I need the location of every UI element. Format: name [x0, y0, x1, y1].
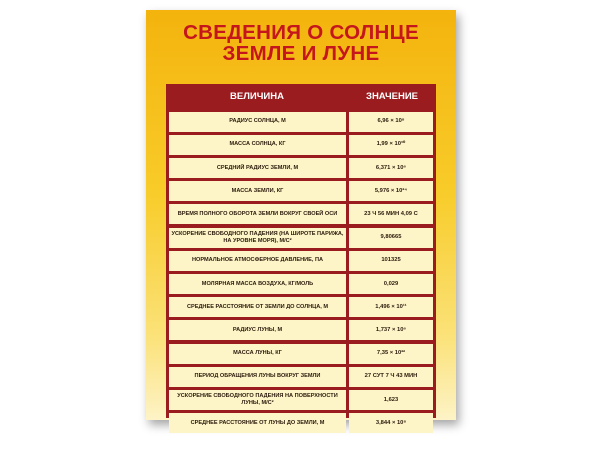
value-cell: 23 Ч 56 МИН 4,09 С	[349, 204, 433, 224]
value-cell: 7,35 × 10²²	[349, 344, 433, 364]
title-line-1: СВЕДЕНИЯ О СОЛНЦЕ	[183, 21, 419, 44]
value-cell: 101325	[349, 251, 433, 271]
value-cell: 6,96 × 10⁸	[349, 112, 433, 132]
title-line-2: ЗЕМЛЕ И ЛУНЕ	[222, 42, 380, 65]
table-row	[166, 133, 436, 156]
quantity-cell: РАДИУС ЛУНЫ, М	[169, 320, 346, 340]
quantity-cell: МАССА ЛУНЫ, КГ	[169, 344, 346, 364]
table-row	[166, 388, 436, 411]
table-header	[166, 84, 436, 110]
data-table	[166, 84, 436, 426]
quantity-cell: ПЕРИОД ОБРАЩЕНИЯ ЛУНЫ ВОКРУГ ЗЕМЛИ	[169, 367, 346, 387]
table-row	[166, 180, 436, 203]
table-row	[166, 296, 436, 319]
table-row	[166, 110, 436, 133]
quantity-cell: МАССА ЗЕМЛИ, КГ	[169, 181, 346, 201]
quantity-cell: УСКОРЕНИЕ СВОБОДНОГО ПАДЕНИЯ НА ПОВЕРХНОСТИ ЛУНЫ, М/С²	[169, 390, 346, 410]
quantity-cell: МАССА СОЛНЦА, КГ	[169, 135, 346, 155]
value-cell: 1,623	[349, 390, 433, 410]
table-row	[166, 226, 436, 249]
quantity-cell: СРЕДНЕЕ РАССТОЯНИЕ ОТ ЗЕМЛИ ДО СОЛНЦА, М	[169, 297, 346, 317]
column-header-quantity: ВЕЛИЧИНА	[230, 91, 284, 102]
value-cell: 9,80665	[349, 228, 433, 248]
poster-title	[146, 22, 456, 64]
table-row	[166, 203, 436, 226]
quantity-cell: МОЛЯРНАЯ МАССА ВОЗДУХА, КГ/МОЛЬ	[169, 274, 346, 294]
column-header-value: ЗНАЧЕНИЕ	[366, 91, 418, 102]
table-row	[166, 342, 436, 365]
table-row	[166, 319, 436, 342]
table-row	[166, 412, 436, 435]
quantity-cell: НОРМАЛЬНОЕ АТМОСФЕРНОЕ ДАВЛЕНИЕ, ПА	[169, 251, 346, 271]
value-cell: 1,99 × 10³⁰	[349, 135, 433, 155]
table-row	[166, 249, 436, 272]
quantity-cell: ВРЕМЯ ПОЛНОГО ОБОРОТА ЗЕМЛИ ВОКРУГ СВОЕЙ ОСИ	[169, 204, 346, 224]
table-row	[166, 365, 436, 388]
value-cell: 27 СУТ 7 Ч 43 МИН	[349, 367, 433, 387]
value-cell: 3,844 × 10⁸	[349, 413, 433, 433]
value-cell: 1,496 × 10¹¹	[349, 297, 433, 317]
value-cell: 0,029	[349, 274, 433, 294]
table-row	[166, 156, 436, 179]
table-row	[166, 272, 436, 295]
value-cell: 5,976 × 10²⁴	[349, 181, 433, 201]
quantity-cell: РАДИУС СОЛНЦА, М	[169, 112, 346, 132]
poster	[146, 10, 456, 426]
value-cell: 1,737 × 10⁶	[349, 320, 433, 340]
value-cell: 6,371 × 10⁶	[349, 158, 433, 178]
quantity-cell: УСКОРЕНИЕ СВОБОДНОГО ПАДЕНИЯ (НА ШИРОТЕ ПАРИЖА, НА УРОВНЕ МОРЯ), М/С²	[169, 228, 346, 248]
quantity-cell: СРЕДНЕЕ РАССТОЯНИЕ ОТ ЛУНЫ ДО ЗЕМЛИ, М	[169, 413, 346, 433]
quantity-cell: СРЕДНИЙ РАДИУС ЗЕМЛИ, М	[169, 158, 346, 178]
